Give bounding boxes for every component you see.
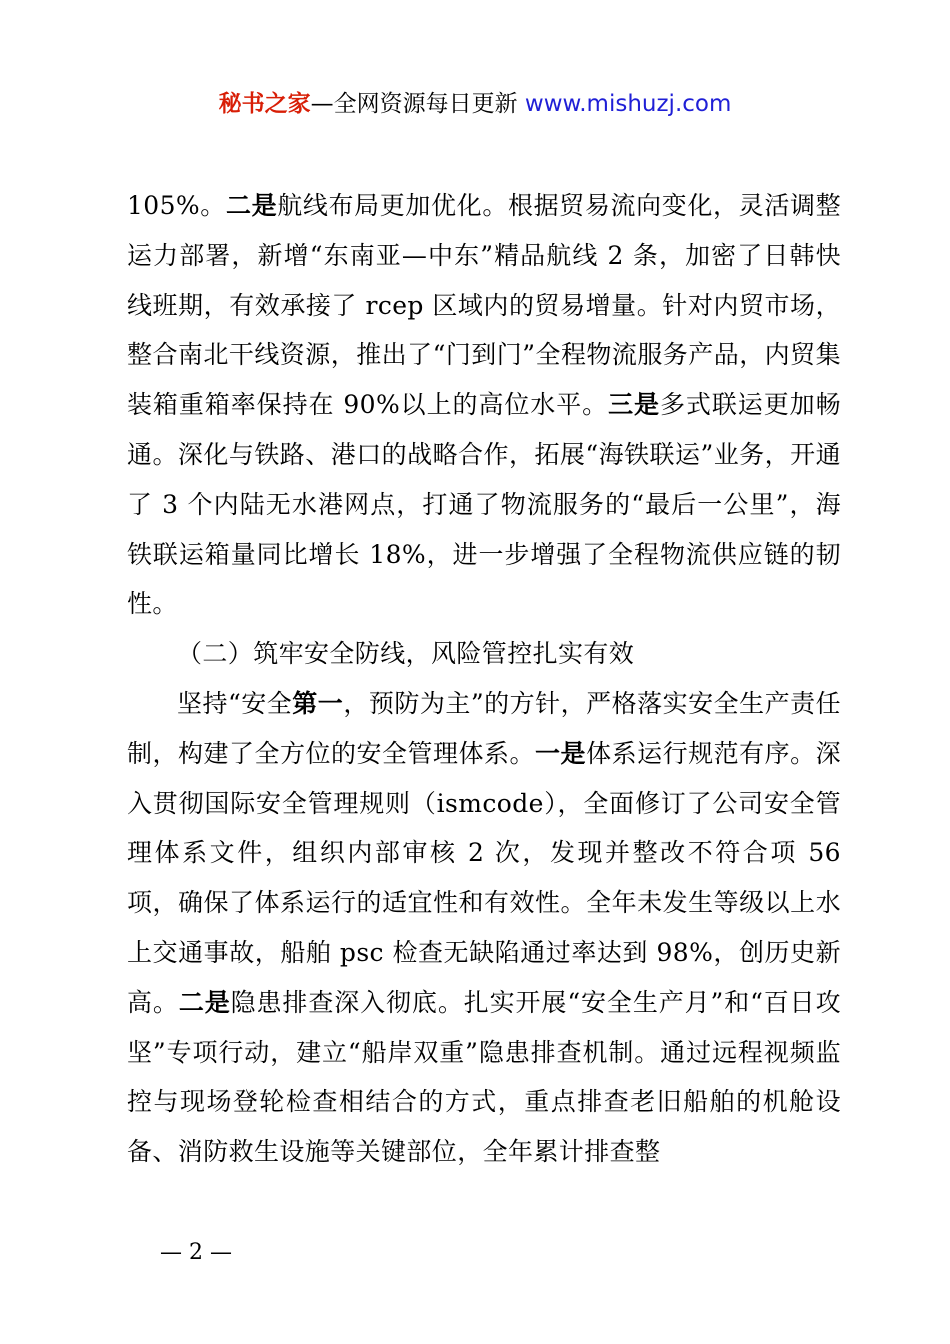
text-segment: 航线布局更加优化。根据贸易流向变化，灵活调整运力部署，新增“东南亚—中东”精品航线 2 条，加密了日韩快线班期，有效承接了 rcep 区域内的贸易增量。针对内贸市场，整合南北干线资源，推出了“门到门”全程物流服务产品，内贸集装箱重箱率保持在 90%以上的高位水平。 — [127, 191, 841, 420]
text-segment: 体系运行规范有序。深入贯彻国际安全管理规则（ismcode），全面修订了公司安全管理体系文件，组织内部审核 2 次，发现并整改不符合项 56 项，确保了体系运行的适宜性和有效性。全年未发生等级以上水上交通事故，船舶 psc 检查无缺陷通过率达到 98%，创历史新高。 — [127, 738, 841, 1017]
header-tagline: —全网资源每日更新 — [310, 91, 518, 117]
text-segment: 多式联运更加畅通。深化与铁路、港口的战略合作，拓展“海铁联运”业务，开通了 3 个内陆无水港网点，打通了物流服务的“最后一公里”，海铁联运箱量同比增长 18%，进一步增强了全程物流供应链的韧性。 — [127, 390, 841, 619]
site-url-link[interactable]: www.mishuzj.com — [524, 91, 732, 117]
bold-marker-third: 三是 — [608, 390, 660, 420]
text-segment: 坚持“安全 — [177, 688, 293, 718]
page-number: — 2 — — [160, 1240, 232, 1265]
bold-marker-second: 二是 — [225, 191, 278, 220]
text-segment: 隐患排查深入彻底。扎实开展“安全生产月”和“百日攻坚”专项行动，建立“船岸双重”隐患排查机制。通过远程视频监控与现场登轮检查相结合的方式，重点排查老旧船舶的机舱设备、消防救生设施等关键部位，全年累计排查整 — [127, 987, 841, 1167]
paragraph-shipping-routes — [127, 181, 841, 629]
brand-name: 秘书之家 — [218, 91, 311, 117]
text-segment: ，预防为主”的方针，严格落实安全生产责任制，构建了全方位的安全管理体系。 — [127, 688, 842, 768]
bold-marker-first: 一是 — [535, 738, 587, 768]
bold-marker-second: 二是 — [178, 987, 231, 1017]
document-body — [127, 181, 841, 1177]
text-segment: 105%。 — [127, 191, 226, 220]
site-header — [0, 88, 950, 120]
paragraph-safety — [127, 679, 841, 1177]
section-heading: （二）筑牢安全防线，风险管控扎实有效 — [177, 639, 635, 669]
bold-text-first: 第一 — [292, 688, 344, 718]
